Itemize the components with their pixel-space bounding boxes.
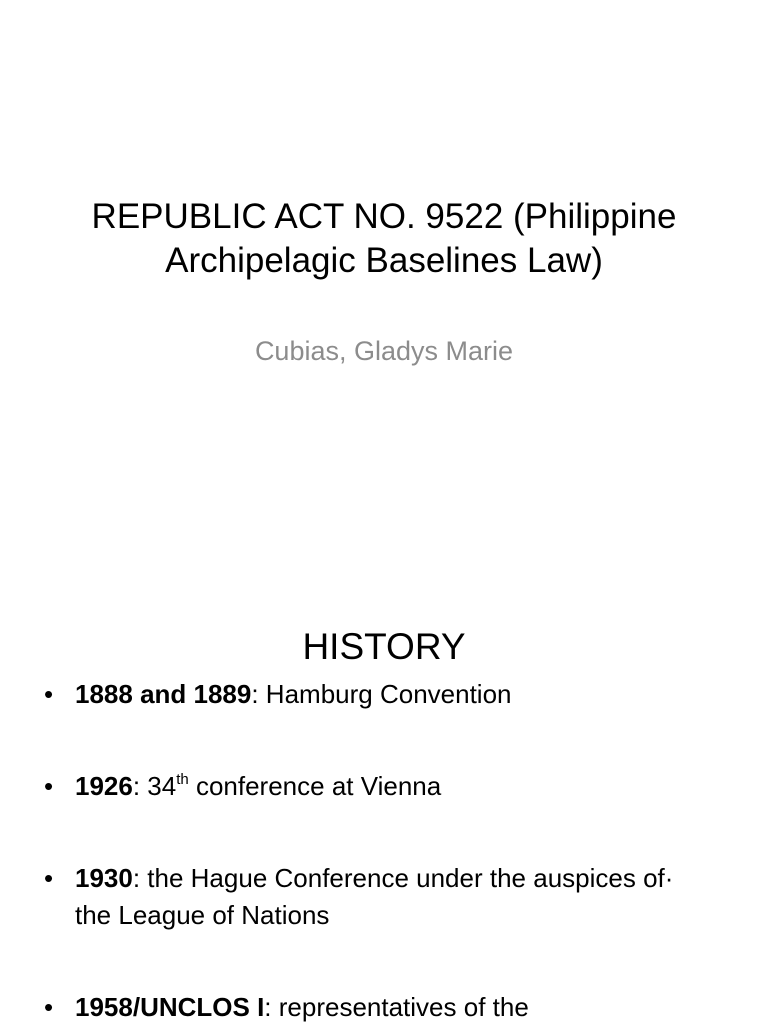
list-item xyxy=(44,989,704,1024)
list-item xyxy=(44,860,704,934)
history-bullet-list xyxy=(44,676,704,1024)
item-year: 1958/UNCLOS I xyxy=(75,992,265,1022)
item-text: : representatives of the xyxy=(264,992,529,1022)
item-text: : the Hague Conference under the auspices of· the League of Nations xyxy=(75,863,674,930)
history-slide xyxy=(0,576,768,1024)
slide-title xyxy=(40,195,728,283)
slide-subtitle-author: Cubias, Gladys Marie xyxy=(254,336,514,366)
bullet-dot-icon: • xyxy=(44,771,54,801)
history-heading: HISTORY xyxy=(302,626,466,667)
bullet-dot-icon: • xyxy=(44,679,54,709)
list-item xyxy=(44,676,704,713)
item-year: 1930 xyxy=(75,863,133,893)
title-line-1: REPUBLIC ACT NO. 9522 (Philippine xyxy=(91,197,677,236)
item-year: 1926 xyxy=(75,771,133,801)
item-superscript: th xyxy=(176,771,189,788)
bullet-dot-icon: • xyxy=(44,992,54,1022)
list-item xyxy=(44,768,704,805)
bullet-dot-icon: • xyxy=(44,863,54,893)
item-year: 1888 and 1889 xyxy=(75,679,252,709)
item-text: : 34 xyxy=(132,771,177,801)
title-line-2: Archipelagic Baselines Law) xyxy=(165,241,603,280)
item-text-continued: conference at Vienna xyxy=(188,771,442,801)
item-text: : Hamburg Convention xyxy=(251,679,512,709)
